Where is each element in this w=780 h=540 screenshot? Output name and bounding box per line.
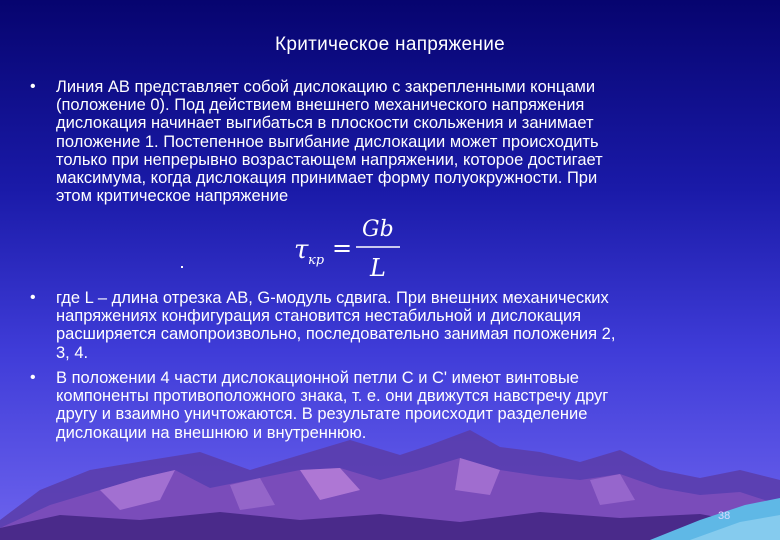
stray-dot: [181, 266, 183, 268]
bullet-line: 3, 4.: [56, 343, 89, 362]
bullet-marker: •: [30, 78, 36, 95]
bullet-item-3: [30, 369, 746, 442]
bullet-line: компоненты противоположного знака, т. е. они движутся навстречу друг: [56, 387, 609, 406]
formula-subscript: кр: [308, 253, 325, 268]
bullet-line: дислокации на внешнюю и внутреннюю.: [56, 423, 367, 442]
bullet-line: Линия AB представляет собой дислокацию с закрепленными концами: [56, 78, 596, 96]
slide-title: Критическое напряжение: [274, 34, 505, 55]
page-number: 38: [718, 510, 731, 522]
bullet-line: напряжениях конфигурация становится нестабильной и дислокация: [56, 307, 582, 326]
formula-tau: τ: [294, 235, 309, 265]
bullet-line: другу и взаимно уничтожаются. В результате происходит разделение: [56, 405, 588, 424]
formula-denominator: L: [370, 254, 386, 282]
bullet-marker: •: [30, 289, 36, 306]
bullet-line: максимума, когда дислокация принимает форму полуокружности. При: [56, 169, 598, 188]
formula-equals: =: [332, 234, 353, 262]
bullet-line: (положение 0). Под действием внешнего механического напряжения: [56, 96, 585, 115]
formula-numerator: Gb: [362, 217, 394, 242]
critical-stress-formula: [290, 212, 410, 282]
bullet-marker: •: [30, 369, 36, 386]
bullet-line: положение 1. Постепенное выгибание дислокации может происходить: [56, 132, 599, 151]
bullet-line: расширяется самопроизвольно, последовательно занимая положения 2,: [56, 325, 616, 344]
bullet-item-2: [30, 289, 746, 362]
bullet-item-1: [30, 78, 746, 206]
bullet-line: В положении 4 части дислокационной петли C и C' имеют винтовые: [56, 369, 579, 387]
bullet-line: где L – длина отрезка AB, G-модуль сдвига. При внешних механических: [56, 289, 609, 307]
bullet-line: дислокация начинает выгибаться в плоскости скольжения и занимает: [56, 114, 594, 133]
bullet-line: этом критическое напряжение: [56, 187, 289, 206]
bullet-line: только при непрерывно возрастающем напряжении, которое достигает: [56, 150, 603, 169]
